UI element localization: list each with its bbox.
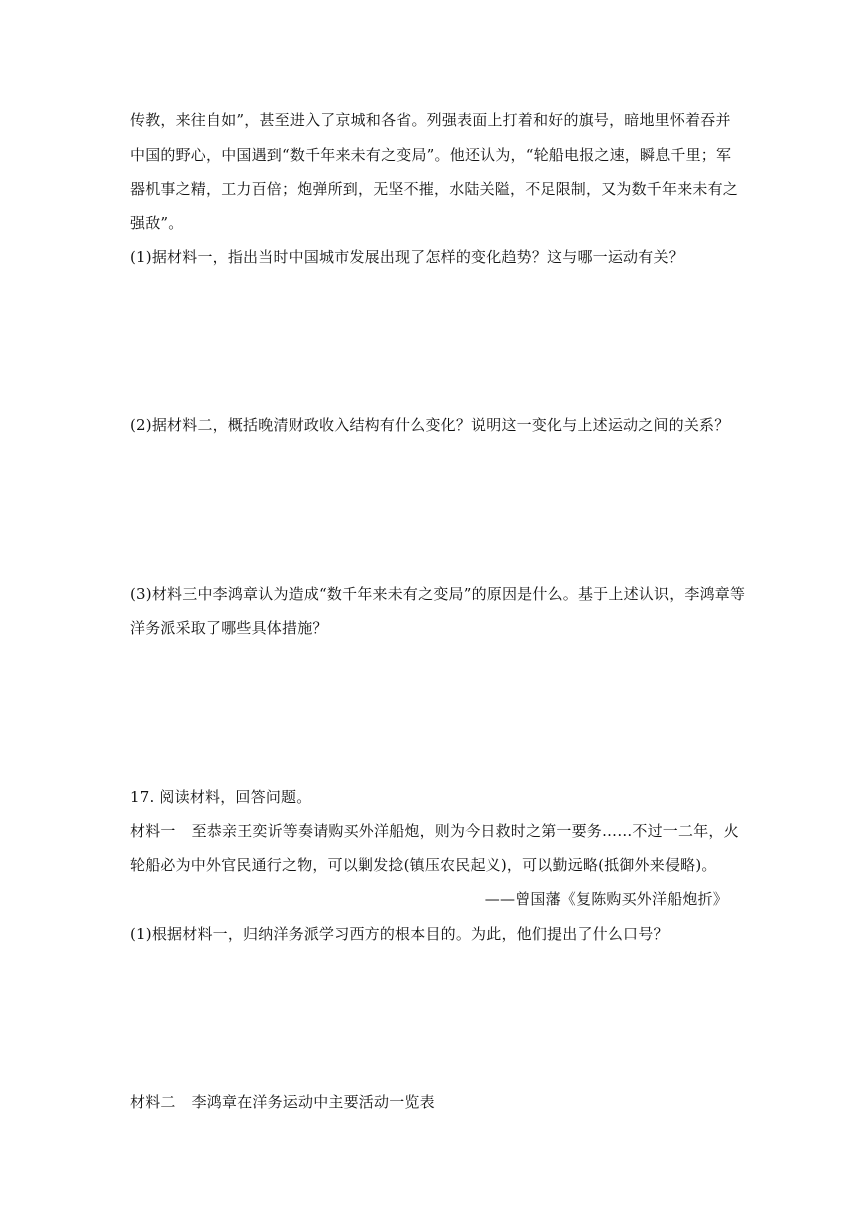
question-3-line: (3)材料三中李鸿章认为造成“数千年来未有之变局”的原因是什么。基于上述认识，李鸿章等 bbox=[130, 585, 746, 603]
material-2-label: 材料二 bbox=[130, 1093, 176, 1111]
question-3-line: 洋务派采取了哪些具体措施？ bbox=[130, 619, 328, 637]
material-2-line bbox=[130, 1092, 730, 1112]
passage-line: 中国的野心，中国遇到“数千年来未有之变局”。他还认为，“轮船电报之速，瞬息千里；军 bbox=[130, 146, 732, 164]
material-1-text: 至恭亲王奕䜣等奏请购买外洋船炮，则为今日救时之第一要务……不过一二年，火 bbox=[191, 822, 739, 840]
question-17-1: (1)根据材料一，归纳洋务派学习西方的根本目的。为此，他们提出了什么口号？ bbox=[130, 925, 669, 943]
material-1-source: ——曾国藩《复陈购买外洋船炮折》 bbox=[484, 890, 728, 908]
material-1-line: 轮船必为中外官民通行之物，可以剿发捻(镇压农民起义)，可以勤远略(抵御外来侵略)。 bbox=[130, 856, 717, 874]
question-17-heading: 17. 阅读材料，回答问题。 bbox=[130, 788, 312, 806]
passage-line: 器机事之精，工力百倍；炮弹所到，无坚不摧，水陆关隘，不足限制，又为数千年来未有之 bbox=[130, 180, 739, 198]
material-1-label: 材料一 bbox=[130, 822, 176, 840]
passage-line: 强敌”。 bbox=[130, 214, 184, 232]
material-2-title: 李鸿章在洋务运动中主要活动一览表 bbox=[191, 1093, 435, 1111]
passage-line: 传教，来往自如”，甚至进入了京城和各省。列强表面上打着和好的旗号，暗地里怀着吞并 bbox=[130, 111, 731, 129]
material-1-line bbox=[130, 821, 739, 841]
question-1: (1)据材料一，指出当时中国城市发展出现了怎样的变化趋势？这与哪一运动有关？ bbox=[130, 248, 684, 266]
question-2: (2)据材料二，概括晚清财政收入结构有什么变化？说明这一变化与上述运动之间的关系？ bbox=[130, 416, 730, 434]
